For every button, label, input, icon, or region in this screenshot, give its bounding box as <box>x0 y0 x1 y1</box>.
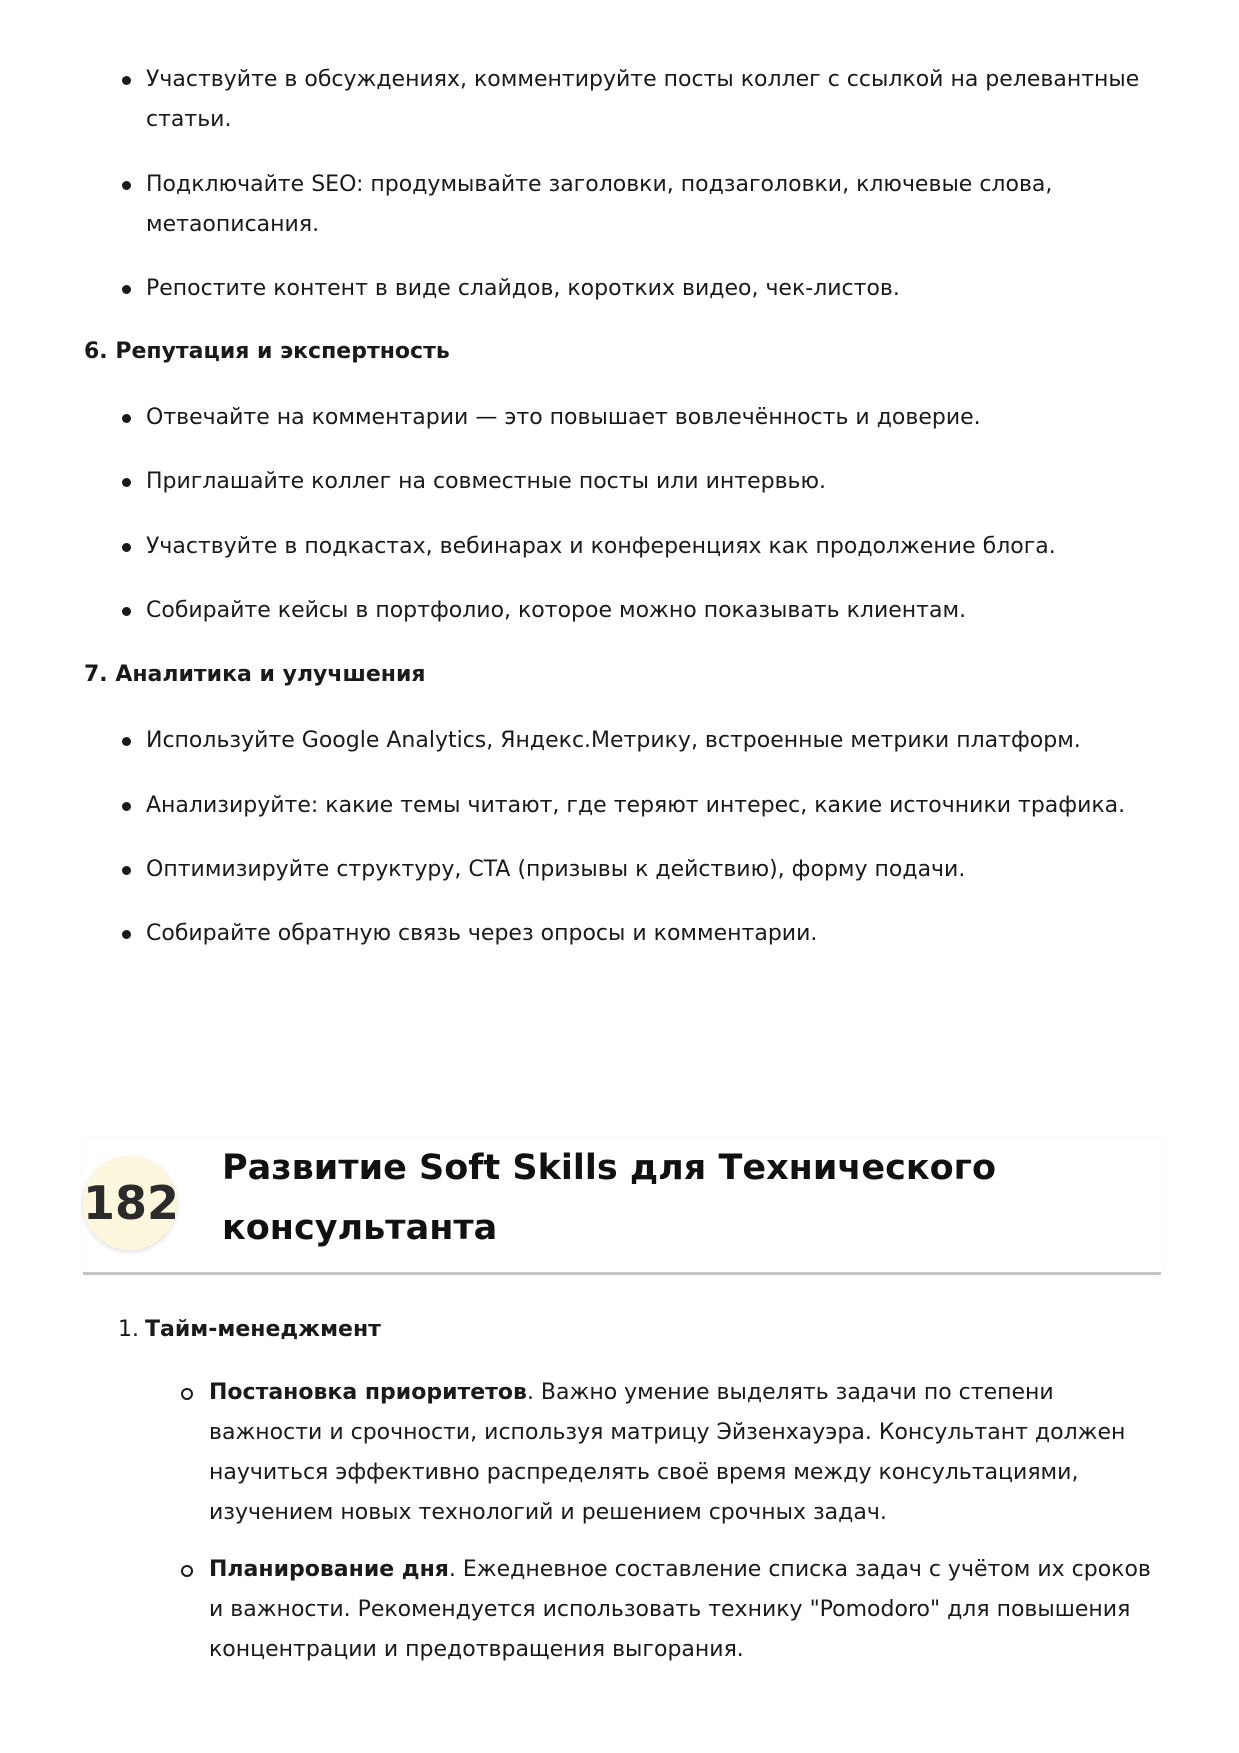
bullet-icon <box>122 181 131 190</box>
bullet-icon <box>122 543 131 552</box>
bullet-icon <box>122 607 131 616</box>
list-item <box>146 591 1146 631</box>
chapter-title: Развитие Soft Skills для Технического консультанта <box>222 1148 996 1248</box>
ordered-list-item <box>118 1310 381 1350</box>
hollow-bullet-icon <box>181 1388 193 1400</box>
sub-item-term: Постановка приоритетов <box>209 1380 527 1405</box>
bullet-icon <box>122 478 131 487</box>
hollow-bullet-icon <box>181 1565 193 1577</box>
sub-item-text: . Ежедневное составление списка задач с учётом их сроков и важности. Рекомендуется использовать технику "Pomodoro" для повышения концентрации и предотвращения выгорания. <box>209 1557 1151 1662</box>
ordered-list-label: Тайм-менеджмент <box>145 1317 381 1342</box>
list-item-text: Приглашайте коллег на совместные посты или интервью. <box>146 469 827 494</box>
list-item <box>146 914 1146 954</box>
list-item-text: Репостите контент в виде слайдов, коротких видео, чек-листов. <box>146 276 900 301</box>
list-item <box>146 165 1146 245</box>
list-item <box>146 269 1146 309</box>
list-item-text: Участвуйте в обсуждениях, комментируйте посты коллег с ссылкой на релевантные статьи. <box>146 67 1140 132</box>
list-item <box>146 398 1146 438</box>
list-item-text: Анализируйте: какие темы читают, где теряют интерес, какие источники трафика. <box>146 793 1126 818</box>
list-item-text: Собирайте кейсы в портфолио, которое можно показывать клиентам. <box>146 598 967 623</box>
list-item <box>146 721 1146 761</box>
list-item-text: Оптимизируйте структуру, CTA (призывы к действию), форму подачи. <box>146 857 966 882</box>
list-item <box>146 462 1146 502</box>
bullet-icon <box>122 737 131 746</box>
chapter-number-badge: 182 <box>83 1156 177 1250</box>
bullet-icon <box>122 930 131 939</box>
bullet-icon <box>122 76 131 85</box>
list-item-text: Подключайте SEO: продумывайте заголовки, подзаголовки, ключевые слова, метаописания. <box>146 172 1053 237</box>
bullet-icon <box>122 866 131 875</box>
bullet-icon <box>122 285 131 294</box>
list-item <box>146 786 1146 826</box>
list-item-text: Отвечайте на комментарии — это повышает вовлечённость и доверие. <box>146 405 981 430</box>
sub-list-item <box>209 1550 1164 1670</box>
list-item-text: Используйте Google Analytics, Яндекс.Метрику, встроенные метрики платформ. <box>146 728 1081 753</box>
section-heading-reputation: 6. Репутация и экспертность <box>84 339 450 364</box>
bullet-icon <box>122 414 131 423</box>
ordered-list-number: 1. <box>118 1317 139 1342</box>
list-item <box>146 527 1146 567</box>
list-item <box>146 850 1146 890</box>
section-heading-analytics: 7. Аналитика и улучшения <box>84 662 426 687</box>
sub-list-item <box>209 1373 1164 1533</box>
sub-item-text: . Важно умение выделять задачи по степени важности и срочности, используя матрицу Эйзенхауэра. Консультант должен научиться эффективно распределять своё время между консультациями, изучением новых технологий и решением срочных задач. <box>209 1380 1126 1525</box>
list-item-text: Собирайте обратную связь через опросы и комментарии. <box>146 921 818 946</box>
sub-item-term: Планирование дня <box>209 1557 449 1582</box>
bullet-icon <box>122 802 131 811</box>
list-item-text: Участвуйте в подкастах, вебинарах и конференциях как продолжение блога. <box>146 534 1056 559</box>
chapter-header <box>83 1138 1161 1275</box>
list-item <box>146 60 1146 140</box>
